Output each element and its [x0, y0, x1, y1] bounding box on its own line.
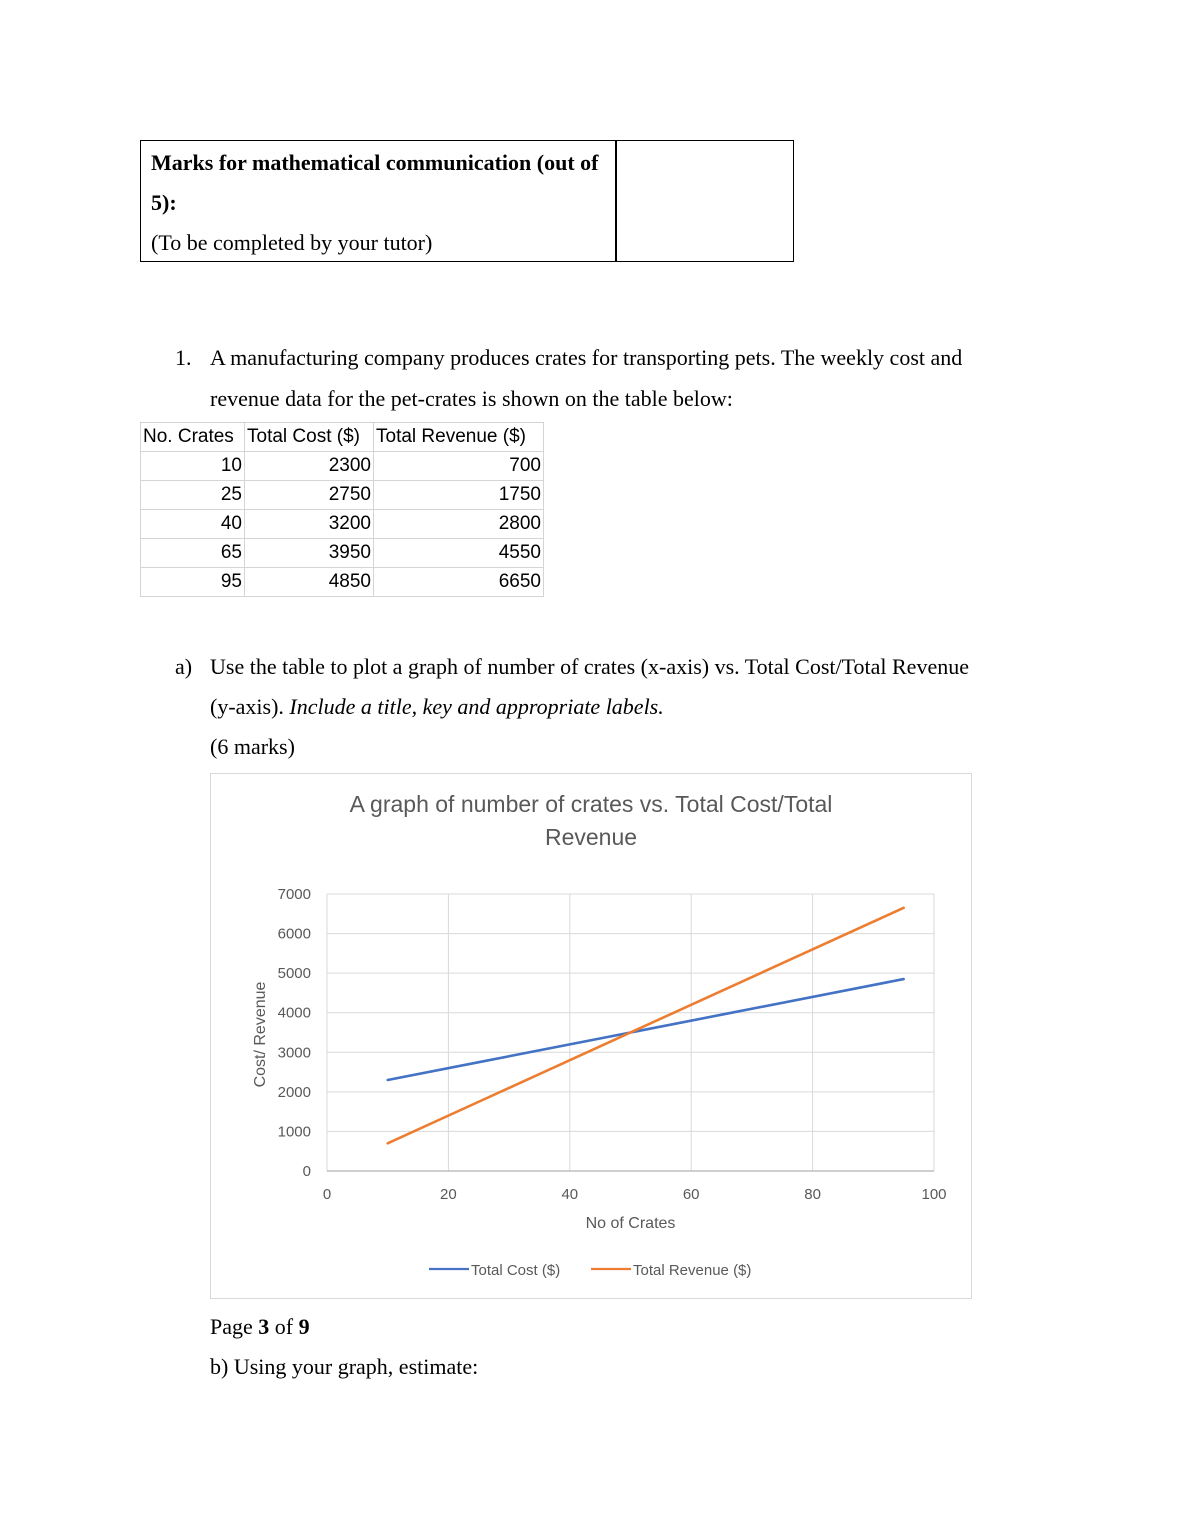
- part-a: [175, 647, 995, 767]
- chart-title: A graph of number of crates vs. Total Cost/Total Revenue: [349, 791, 833, 850]
- x-tick-label: 20: [440, 1186, 457, 1203]
- marks-box: [140, 140, 794, 262]
- table-cell: 6650: [374, 568, 544, 597]
- marks-label-title: Marks for mathematical communication (out of 5):: [151, 150, 599, 215]
- table-header: Total Cost ($): [245, 423, 374, 452]
- question-1-text: A manufacturing company produces crates for transporting pets. The weekly cost and revenue data for the pet-crates is shown on the table below:: [210, 345, 963, 411]
- series-line: [388, 979, 904, 1080]
- table-row: [141, 568, 544, 597]
- y-tick-label: 2000: [277, 1083, 311, 1101]
- table-cell: 2750: [245, 481, 374, 510]
- table-cell: 95: [141, 568, 245, 597]
- table-header: Total Revenue ($): [374, 423, 544, 452]
- part-a-text: [210, 647, 995, 767]
- y-tick-label: 6000: [277, 925, 311, 943]
- page-current: 3: [258, 1314, 270, 1339]
- table-cell: 4550: [374, 539, 544, 568]
- table-cell: 3950: [245, 539, 374, 568]
- part-a-marks: (6 marks): [210, 734, 295, 759]
- part-a-instruction-italic: Include a title, key and appropriate labels.: [289, 694, 664, 719]
- question-1: [175, 337, 995, 419]
- page-prefix: Page: [210, 1314, 253, 1339]
- y-tick-label: 7000: [277, 886, 311, 903]
- table-cell: 10: [141, 452, 245, 481]
- part-a-label: a): [175, 654, 193, 679]
- table-cell: 3200: [245, 510, 374, 539]
- x-tick-label: 40: [561, 1186, 579, 1203]
- marks-label-note: (To be completed by your tutor): [151, 230, 433, 255]
- table-cell: 1750: [374, 481, 544, 510]
- table-header-row: [141, 423, 544, 452]
- table-cell: 2300: [245, 452, 374, 481]
- x-axis-label: No of Crates: [585, 1215, 676, 1232]
- x-tick-label: 0: [322, 1186, 332, 1203]
- y-tick-label: 0: [302, 1163, 311, 1180]
- chart: [210, 773, 972, 1299]
- table-cell: 4850: [245, 568, 374, 597]
- legend-label: Total Revenue ($): [633, 1262, 752, 1279]
- table-cell: 65: [141, 539, 245, 568]
- page-number: [210, 1307, 478, 1347]
- footer: [210, 1307, 478, 1387]
- data-table: [140, 422, 544, 597]
- question-1-number: 1.: [175, 345, 192, 370]
- part-b-text: b) Using your graph, estimate:: [210, 1354, 479, 1379]
- table-header: No. Crates: [141, 423, 245, 452]
- marks-label: [141, 141, 617, 261]
- y-tick-label: 1000: [277, 1123, 311, 1141]
- chart-canvas: [211, 774, 971, 1298]
- page-of: of: [274, 1314, 294, 1339]
- legend-label: Total Cost ($): [471, 1262, 561, 1279]
- table-cell: 2800: [374, 510, 544, 539]
- table-row: [141, 510, 544, 539]
- y-axis-label: Cost/ Revenue: [252, 981, 269, 1088]
- y-tick-label: 5000: [277, 965, 311, 983]
- table-cell: 40: [141, 510, 245, 539]
- x-tick-label: 100: [921, 1186, 947, 1203]
- series-line: [388, 908, 904, 1143]
- part-a-instruction: Use the table to plot a graph of number of crates (x-axis) vs. Total Cost/Total Revenue (y-axis).: [210, 654, 969, 719]
- table-row: [141, 539, 544, 568]
- table-row: [141, 452, 544, 481]
- x-tick-label: 80: [804, 1186, 821, 1203]
- page-total: 9: [298, 1314, 310, 1339]
- y-tick-label: 3000: [277, 1044, 311, 1062]
- table-cell: 700: [374, 452, 544, 481]
- marks-score-cell[interactable]: [617, 141, 793, 261]
- table-row: [141, 481, 544, 510]
- table-cell: 25: [141, 481, 245, 510]
- y-tick-label: 4000: [277, 1004, 311, 1022]
- x-tick-label: 60: [682, 1186, 700, 1203]
